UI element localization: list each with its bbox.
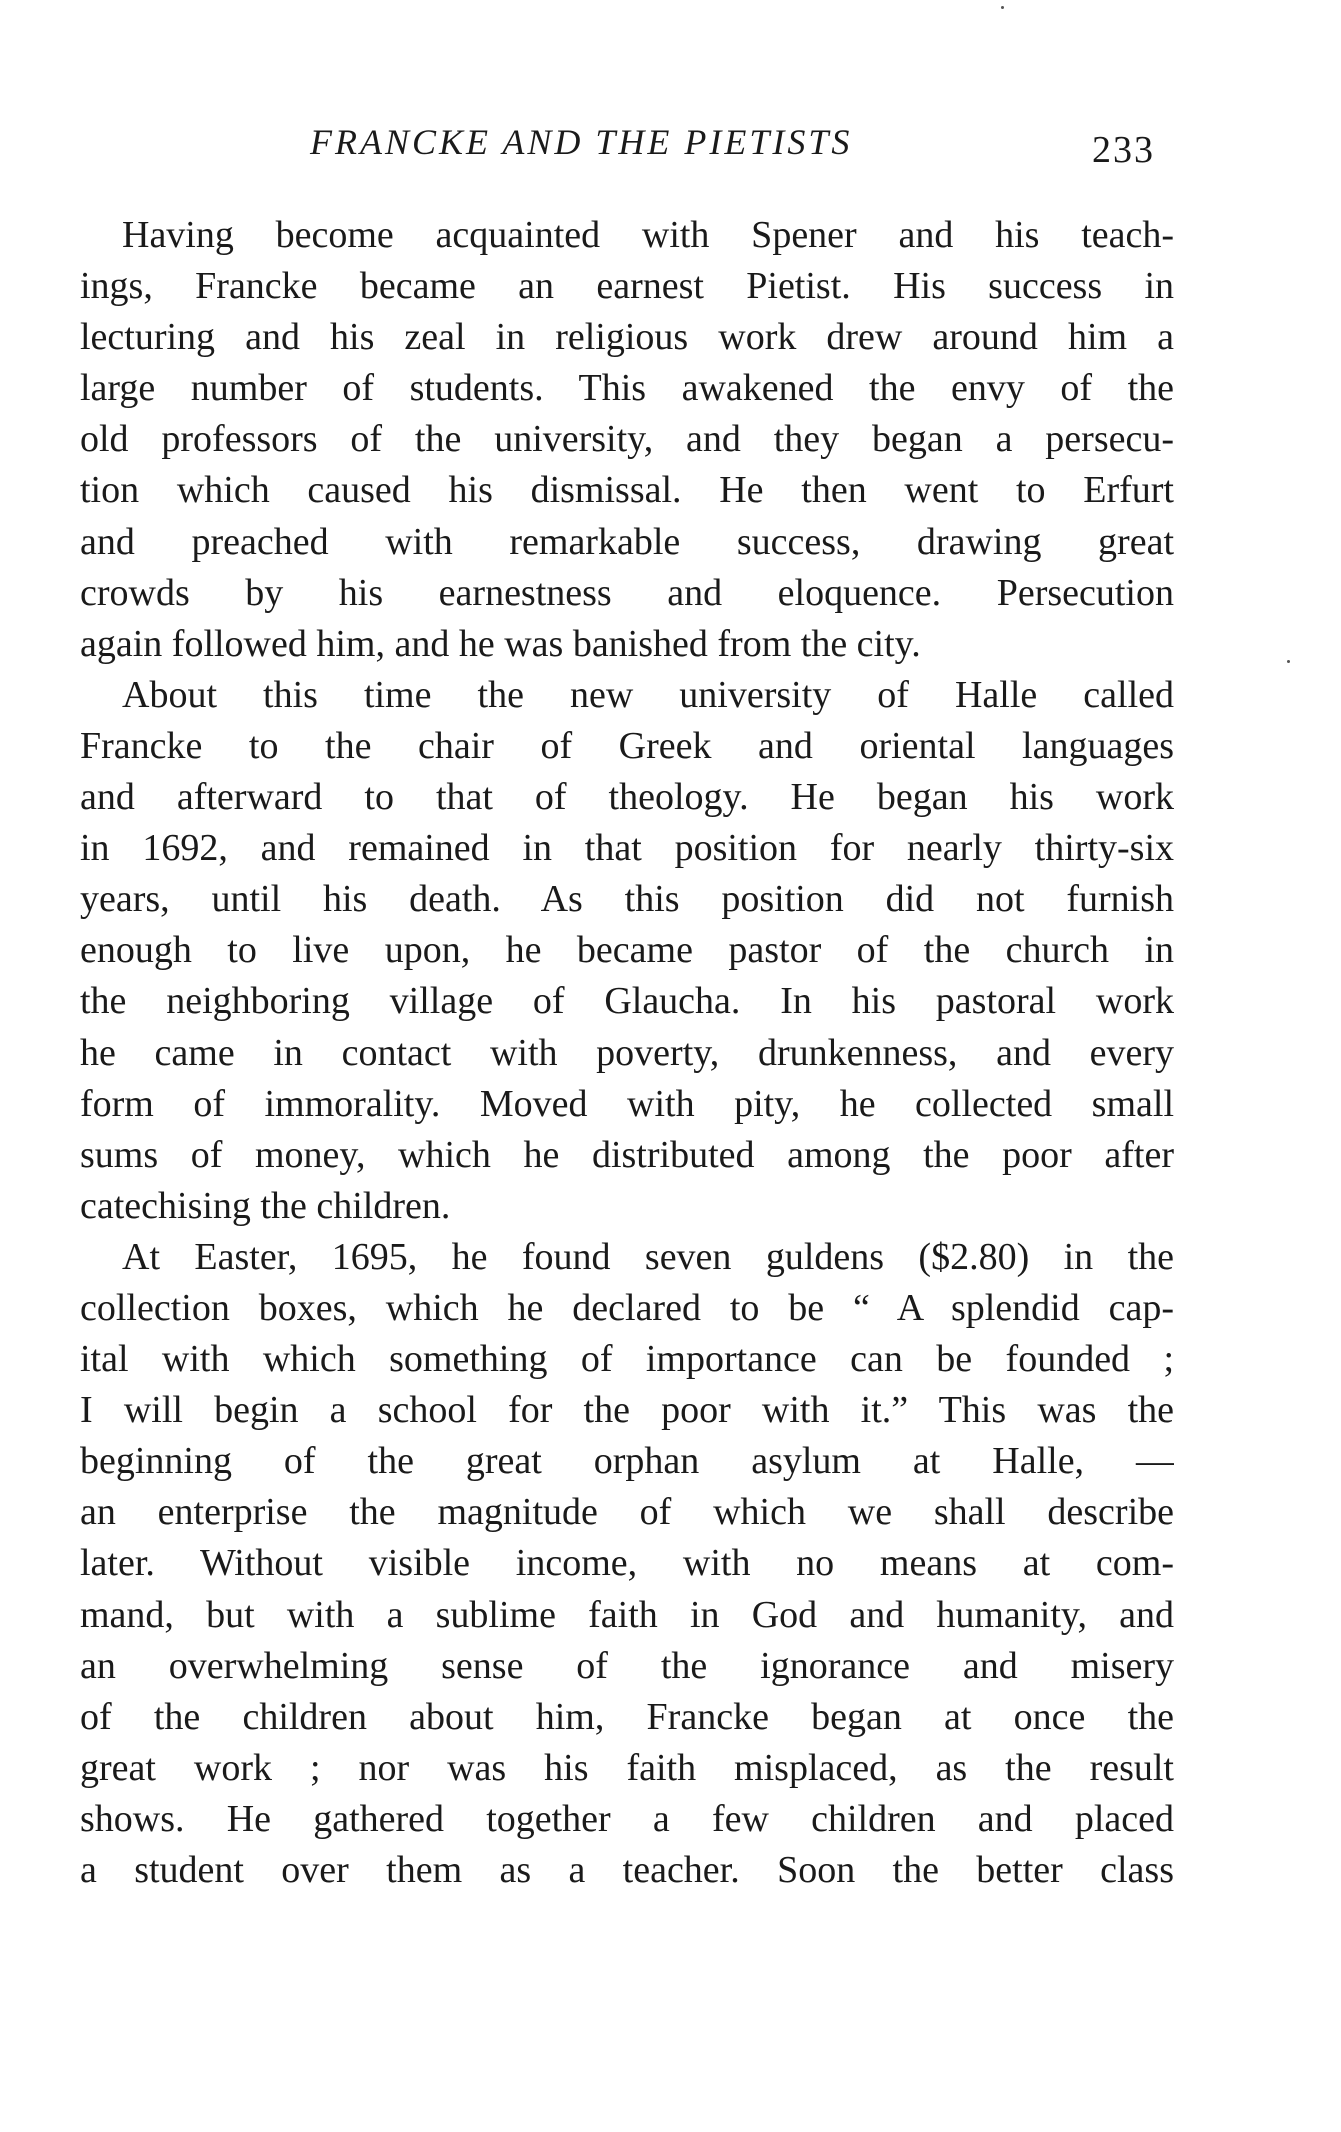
page-number: 233	[1092, 129, 1155, 171]
text-line: ings, Francke became an earnest Pietist. His success in	[80, 265, 1174, 308]
text-line: an overwhelming sense of the ignorance and misery	[80, 1644, 1174, 1687]
text-line: I will begin a school for the poor with it.” This was the	[80, 1389, 1174, 1432]
running-title: FRANCKE AND THE PIETISTS	[310, 122, 853, 162]
text-line: sums of money, which he distributed among the poor after	[80, 1133, 1174, 1176]
text-line: At Easter, 1695, he found seven guldens ($2.80) in the	[122, 1235, 1174, 1278]
paragraph-3	[80, 1232, 1174, 1896]
text-line: tion which caused his dismissal. He then went to Erfurt	[80, 469, 1174, 512]
text-line: a student over them as a teacher. Soon the better class	[80, 1849, 1174, 1891]
text-line: of the children about him, Francke began at once the	[80, 1695, 1174, 1738]
text-line: later. Without visible income, with no means at com-	[80, 1542, 1174, 1585]
text-line: an enterprise the magnitude of which we shall describe	[80, 1491, 1174, 1534]
paragraph-1	[80, 210, 1174, 670]
scan-speck	[1287, 660, 1290, 663]
text-line: enough to live upon, he became pastor of the church in	[80, 929, 1174, 972]
text-line: shows. He gathered together a few children and placed	[80, 1797, 1174, 1840]
text-line: large number of students. This awakened the envy of the	[80, 367, 1174, 410]
text-line: mand, but with a sublime faith in God and humanity, and	[80, 1593, 1174, 1636]
text-line: form of immorality. Moved with pity, he collected small	[80, 1082, 1174, 1125]
text-line: great work ; nor was his faith misplaced, as the result	[80, 1746, 1174, 1789]
text-line: and preached with remarkable success, drawing great	[80, 520, 1174, 563]
scan-speck	[1001, 6, 1004, 9]
text-line: and afterward to that of theology. He began his work	[80, 776, 1174, 819]
running-head	[0, 118, 1341, 178]
text-line: lecturing and his zeal in religious work drew around him a	[80, 316, 1174, 359]
text-line: he came in contact with poverty, drunkenness, and every	[80, 1031, 1174, 1074]
text-line: About this time the new university of Halle called	[122, 673, 1174, 716]
text-line: Francke to the chair of Greek and oriental languages	[80, 724, 1174, 767]
text-line: in 1692, and remained in that position for nearly thirty-six	[80, 827, 1174, 870]
paragraph-2	[80, 670, 1174, 1232]
text-line: collection boxes, which he declared to be “ A splendid cap-	[80, 1286, 1174, 1329]
text-line: old professors of the university, and they began a persecu-	[80, 418, 1174, 461]
text-line: catechising the children.	[80, 1184, 451, 1227]
text-line: ital with which something of importance can be founded ;	[80, 1338, 1174, 1381]
text-line: crowds by his earnestness and eloquence. Persecution	[80, 571, 1174, 614]
text-line: the neighboring village of Glaucha. In his pastoral work	[80, 980, 1174, 1023]
text-line: Having become acquainted with Spener and his teach-	[122, 214, 1174, 256]
text-line: years, until his death. As this position did not furnish	[80, 878, 1174, 921]
text-line: beginning of the great orphan asylum at Halle, —	[80, 1440, 1174, 1483]
body-text	[80, 210, 1174, 1896]
text-line: again followed him, and he was banished from the city.	[80, 622, 921, 665]
